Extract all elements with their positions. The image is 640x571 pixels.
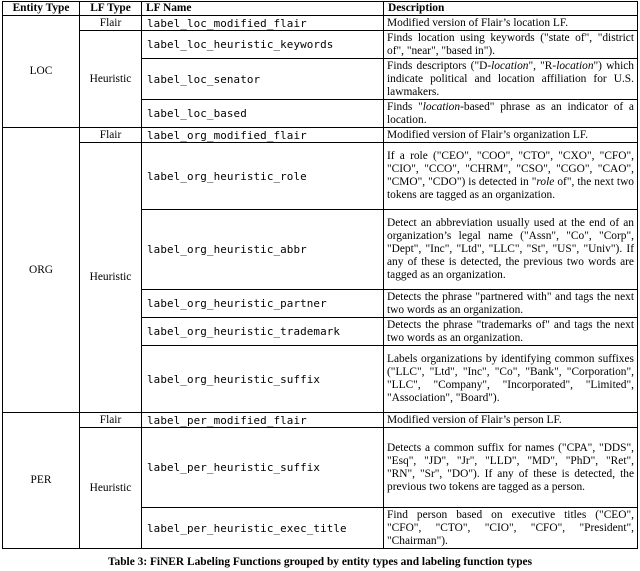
lf-type-heuristic: Heuristic [80,428,142,549]
lf-name: label_per_heuristic_exec_title [142,508,384,549]
lf-description: Detects a common suffix for names ("CPA", "DDS", "Esq", "JD", "Jr", "LLD", "MD", "PhD", "Ret", "RN", "Sr", "DO"). If any of these is detected, the previous two tokens are tagged as a person. [384,428,638,508]
lf-description: Find person based on executive titles ("CEO", "CFO", "CTO", "CIO", "CFO", "President", "Chairman"). [384,508,638,549]
header-lf-type: LF Type [80,2,142,16]
lf-description: Modified version of Flair’s person LF. [384,413,638,428]
entity-type-loc: LOC [3,16,80,128]
table-row [3,413,638,428]
entity-type-per: PER [3,413,80,549]
table-row [3,428,638,508]
entity-type-org: ORG [3,128,80,413]
lf-name: label_org_heuristic_partner [142,290,384,318]
lf-name: label_per_heuristic_suffix [142,428,384,508]
lf-name: label_loc_heuristic_keywords [142,31,384,59]
lf-description: Modified version of Flair’s organization LF. [384,128,638,143]
lf-description: If a role ("CEO", "COO", "CTO", "CXO", "CFO", "CIO", "CCO", "CHRM", "CSO", "CGO", "CAO", "CMO", "CDO") is detected in "role of", the next two tokens are tagged as an organization. [384,143,638,210]
lf-description: Detects the phrase "trademarks of" and tags the next two words as an organization. [384,318,638,346]
header-entity-type: Entity Type [3,2,80,16]
header-row [3,2,638,16]
lf-name: label_loc_based [142,100,384,128]
lf-name: label_loc_modified_flair [142,16,384,31]
table-caption: Table 3: FiNER Labeling Functions grouped by entity types and labeling function types [107,556,533,568]
lf-name: label_org_heuristic_abbr [142,210,384,290]
table-row [3,128,638,143]
header-lf-name: LF Name [142,2,384,16]
lf-type-heuristic: Heuristic [80,31,142,128]
lf-table [2,1,638,549]
lf-description: Detects the phrase "partnered with" and tags the next two words as an organization. [384,290,638,318]
lf-type-flair: Flair [80,16,142,31]
lf-name: label_loc_senator [142,59,384,100]
lf-name: label_org_heuristic_trademark [142,318,384,346]
lf-description: Finds descriptors ("D-location", "R-location") which indicate political and location affiliation for U.S. lawmakers. [384,59,638,100]
lf-description: Finds "location-based" phrase as an indicator of a location. [384,100,638,128]
lf-name: label_org_modified_flair [142,128,384,143]
lf-description: Modified version of Flair’s location LF. [384,16,638,31]
lf-description: Labels organizations by identifying common suffixes ("LLC", "Ltd", "Inc", "Co", "Bank", "Corporation", "LLC", "Company", "Incorporated", "Limited", "Association", "Board"). [384,346,638,413]
header-description: Description [384,2,638,16]
lf-type-heuristic: Heuristic [80,143,142,413]
lf-type-flair: Flair [80,413,142,428]
table-row [3,31,638,59]
table-row [3,16,638,31]
lf-name: label_org_heuristic_role [142,143,384,210]
lf-description: Finds location using keywords ("state of", "district of", "near", "based in"). [384,31,638,59]
lf-name: label_per_modified_flair [142,413,384,428]
lf-description: Detect an abbreviation usually used at the end of an organization’s legal name ("Assn", "Co", "Corp", "Dept", "Inc", "Ltd", "LLC", "St", "US", "Univ"). If any of these is detected, the previous two words are tagged as an organization. [384,210,638,290]
lf-name: label_org_heuristic_suffix [142,346,384,413]
lf-type-flair: Flair [80,128,142,143]
table-row [3,143,638,210]
